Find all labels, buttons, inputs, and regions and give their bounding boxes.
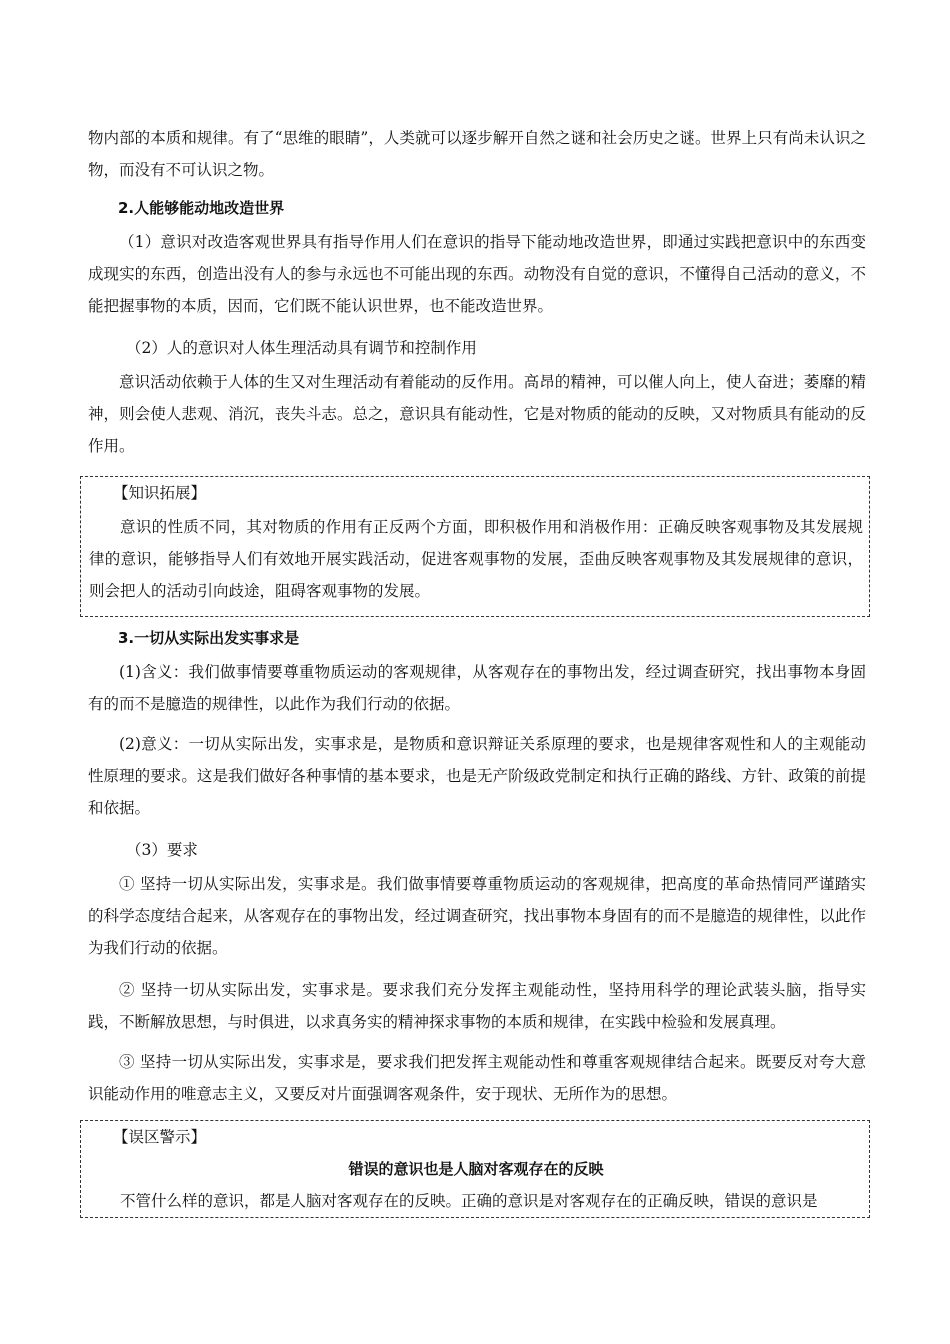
paragraph-3-5: ② 坚持一切从实际出发，实事求是。要求我们充分发挥主观能动性，坚持用科学的理论武装头脑，指导实践，不断解放思想，与时俱进，以求真务实的精神探求事物的本质和规律，在实践中检验和发展真理。 xyxy=(88,981,866,1031)
paragraph-3-4: ① 坚持一切从实际出发，实事求是。我们做事情要尊重物质运动的客观规律，把高度的革命热情同严谨踏实的科学态度结合起来，从客观存在的事物出发，经过调查研究，找出事物本身固有的而不是臆造的规律性，以此作为我们行动的依据。 xyxy=(88,875,866,957)
paragraph-3-2: (2)意义：一切从实际出发，实事求是，是物质和意识辩证关系原理的要求，也是规律客观性和人的主观能动性原理的要求。这是我们做好各种事情的基本要求，也是无产阶级政党制定和执行正确的路线、方针、政策的前提和依据。 xyxy=(88,735,866,817)
box-title-knowledge-extension: 【知识拓展】 xyxy=(113,484,207,502)
section-heading-2: 2.人能够能动地改造世界 xyxy=(118,199,285,217)
intro-continuation: 物内部的本质和规律。有了“思维的眼睛”，人类就可以逐步解开自然之谜和社会历史之谜。世界上只有尚未认识之物，而没有不可认识之物。 xyxy=(88,129,866,179)
box-heading-misconception: 错误的意识也是人脑对客观存在的反映 xyxy=(348,1160,604,1178)
paragraph-3-6: ③ 坚持一切从实际出发，实事求是，要求我们把发挥主观能动性和尊重客观规律结合起来。既要反对夸大意识能动作用的唯意志主义，又要反对片面强调客观条件，安于现状、无所作为的思想。 xyxy=(88,1053,866,1103)
misconception-warning-box xyxy=(80,1120,870,1218)
box-text-misconception: 不管什么样的意识，都是人脑对客观存在的反映。正确的意识是对客观存在的正确反映，错误的意识是 xyxy=(120,1192,818,1210)
paragraph-3-1: (1)含义：我们做事情要尊重物质运动的客观规律，从客观存在的事物出发，经过调查研究，找出事物本身固有的而不是臆造的规律性，以此作为我们行动的依据。 xyxy=(88,663,866,713)
paragraph-2-3: 意识活动依赖于人体的生又对生理活动有着能动的反作用。高昂的精神，可以催人向上，使人奋进；萎靡的精神，则会使人悲观、消沉，丧失斗志。总之，意识具有能动性，它是对物质的能动的反映，又对物质具有能动的反作用。 xyxy=(88,373,866,455)
paragraph-2-1: （1）意识对改造客观世界具有指导作用人们在意识的指导下能动地改造世界，即通过实践把意识中的东西变成现实的东西，创造出没有人的参与永远也不可能出现的东西。动物没有自觉的意识，不懂得自己活动的意义，不能把握事物的本质，因而，它们既不能认识世界，也不能改造世界。 xyxy=(88,233,866,315)
paragraph-2-2: （2）人的意识对人体生理活动具有调节和控制作用 xyxy=(126,339,477,357)
section-heading-3: 3.一切从实际出发实事求是 xyxy=(118,629,300,647)
knowledge-extension-box xyxy=(80,476,870,617)
box-title-misconception-warning: 【误区警示】 xyxy=(113,1128,207,1146)
box-text-knowledge-extension: 意识的性质不同，其对物质的作用有正反两个方面，即积极作用和消极作用：正确反映客观事物及其发展规律的意识，能够指导人们有效地开展实践活动，促进客观事物的发展，歪曲反映客观事物及其发展规律的意识，则会把人的活动引向歧途，阻碍客观事物的发展。 xyxy=(89,518,863,600)
paragraph-3-3: （3）要求 xyxy=(126,841,198,859)
